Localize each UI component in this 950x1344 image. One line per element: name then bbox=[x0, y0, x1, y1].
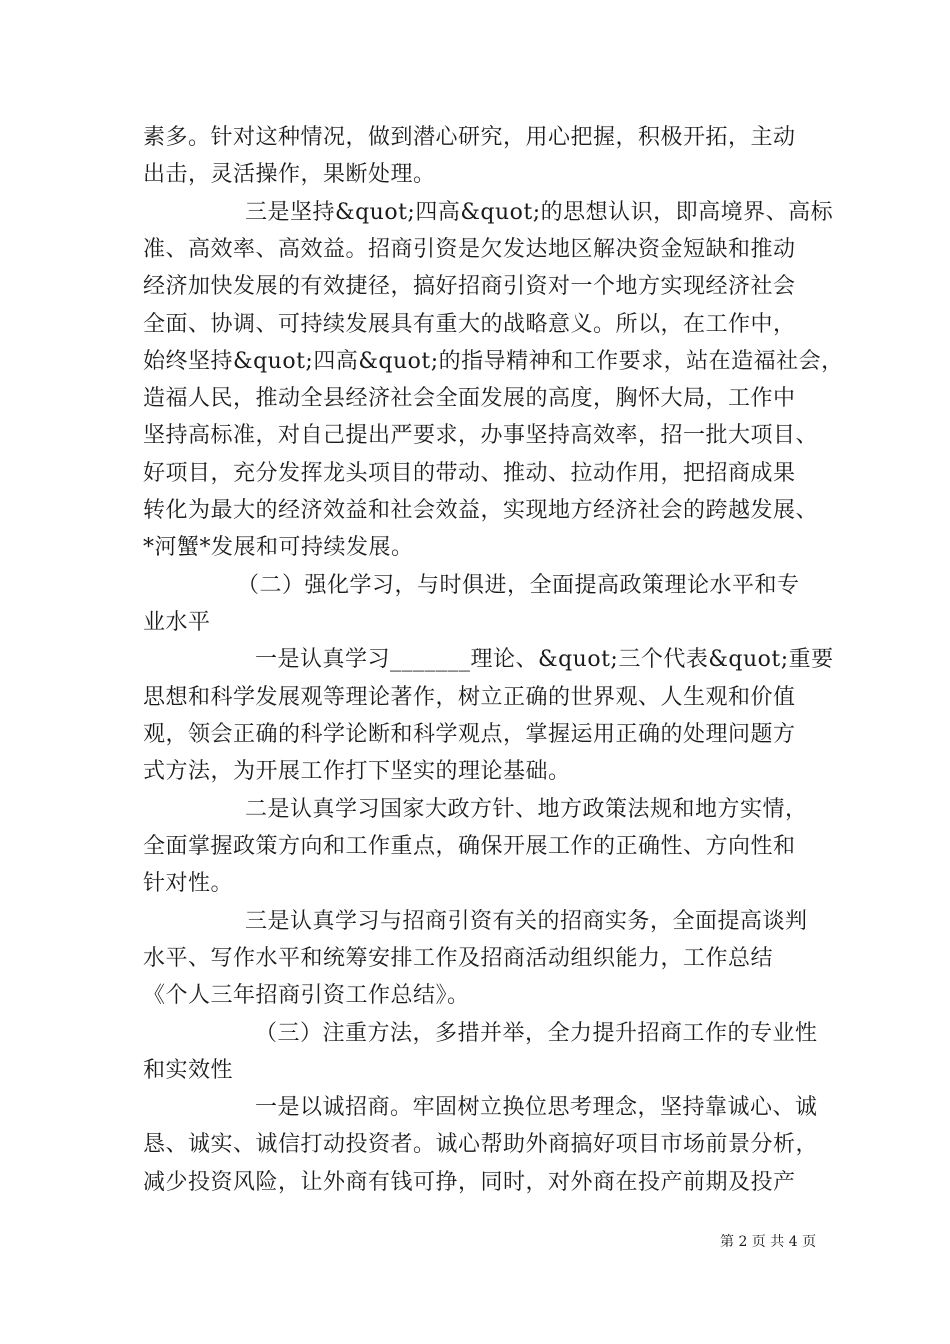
text-line: 恳、诚实、诚信打动投资者。诚心帮助外商搞好项目市场前景分析， bbox=[143, 1132, 819, 1157]
text-line: 素多。针对这种情况，做到潜心研究，用心把握，积极开拓，主动 bbox=[143, 125, 796, 150]
text-line: 思想和科学发展观等理论著作，树立正确的世界观、人生观和价值 bbox=[143, 685, 796, 710]
text-line: 减少投资风险，让外商有钱可挣，同时，对外商在投产前期及投产 bbox=[143, 1170, 796, 1195]
text-line: 准、高效率、高效益。招商引资是欠发达地区解决资金短缺和推动 bbox=[143, 237, 796, 262]
text-line: 始终坚持&quot;四高&quot;的指导精神和工作要求，站在造福社会， bbox=[143, 349, 844, 374]
text-line: 三是认真学习与招商引资有关的招商实务，全面提高谈判 bbox=[245, 909, 808, 934]
text-line: 针对性。 bbox=[143, 871, 234, 896]
text-line: 全面、协调、可持续发展具有重大的战略意义。所以，在工作中， bbox=[143, 312, 796, 337]
section-heading-continued: 和实效性 bbox=[143, 1058, 234, 1083]
section-heading-continued: 业水平 bbox=[143, 610, 211, 635]
text-line: 造福人民，推动全县经济社会全面发展的高度，胸怀大局，工作中 bbox=[143, 386, 796, 411]
text-line: 水平、写作水平和统筹安排工作及招商活动组织能力，工作总结 bbox=[143, 946, 774, 971]
section-heading: （二）强化学习，与时俱进，全面提高政策理论水平和专 bbox=[237, 573, 800, 598]
section-heading: （三）注重方法，多措并举，全力提升招商工作的专业性 bbox=[255, 1021, 818, 1046]
text-line: 《个人三年招商引资工作总结》。 bbox=[143, 983, 470, 1008]
page-number-footer: 第 2 页 共 4 页 bbox=[720, 1234, 817, 1250]
text-line: 好项目，充分发挥龙头项目的带动、推动、拉动作用，把招商成果 bbox=[143, 461, 796, 486]
text-line: 二是认真学习国家大政方针、地方政策法规和地方实情， bbox=[245, 797, 808, 822]
text-line: 出击，灵活操作，果断处理。 bbox=[143, 162, 436, 187]
text-line: *河蟹*发展和可持续发展。 bbox=[143, 535, 414, 560]
text-line: 经济加快发展的有效捷径，搞好招商引资对一个地方实现经济社会 bbox=[143, 274, 796, 299]
text-line: 式方法，为开展工作打下坚实的理论基础。 bbox=[143, 759, 571, 784]
text-line: 一是认真学习_______理论、&quot;三个代表&quot;重要 bbox=[255, 647, 834, 672]
text-line: 一是以诚招商。牢固树立换位思考理念，坚持靠诚心、诚 bbox=[255, 1095, 818, 1120]
text-line: 全面掌握政策方向和工作重点，确保开展工作的正确性、方向性和 bbox=[143, 834, 796, 859]
text-line: 三是坚持&quot;四高&quot;的思想认识，即高境界、高标 bbox=[245, 200, 834, 225]
text-line: 观，领会正确的科学论断和科学观点，掌握运用正确的处理问题方 bbox=[143, 722, 796, 747]
text-line: 坚持高标准，对自己提出严要求，办事坚持高效率，招一批大项目、 bbox=[143, 423, 819, 448]
text-line: 转化为最大的经济效益和社会效益，实现地方经济社会的跨越发展、 bbox=[143, 498, 819, 523]
